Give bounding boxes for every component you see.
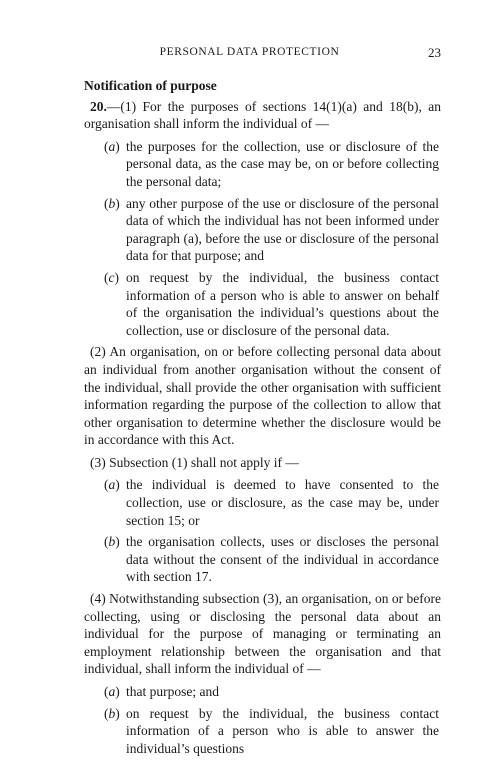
- document-body: [84, 77, 441, 761]
- subsection-1-intro: [84, 98, 441, 133]
- list-item: [84, 269, 441, 339]
- item-text: on request by the individual, the business contact information of a person who is able to answer the individual’s questions: [126, 705, 439, 756]
- item-letter: (b): [104, 195, 120, 211]
- list-item: [84, 705, 441, 758]
- item-letter: (b): [104, 705, 120, 721]
- list-item: [84, 138, 441, 191]
- list-item: [84, 533, 441, 586]
- item-text: any other purpose of the use or disclosure of the personal data of which the individual has not been informed under paragraph (a), before the use or disclosure of the personal data for that purpose; and: [126, 195, 439, 264]
- page-number: 23: [428, 45, 441, 60]
- item-text: the purposes for the collection, use or disclosure of the personal data, as the case may be, on or before collecting the personal data;: [126, 138, 439, 189]
- subsection-2: (2) An organisation, on or before collecting personal data about an individual from another organisation without the consent of the individual, shall provide the other organisation with sufficient information regarding the purpose of the collection to allow that other organisation to determine whether the disclosure would be in accordance with this Act.: [84, 344, 441, 448]
- item-letter: (b): [104, 534, 120, 550]
- list-item: [84, 476, 441, 529]
- subsection-3-intro: (3) Subsection (1) shall not apply if —: [90, 454, 299, 470]
- item-text: that purpose; and: [126, 684, 219, 699]
- subsection-1-text: —(1) For the purposes of sections 14(1)(a) and 18(b), an organisation shall inform the individual of —: [84, 98, 441, 132]
- running-header-title: PERSONAL DATA PROTECTION: [159, 46, 340, 58]
- item-letter: (a): [104, 477, 120, 493]
- item-text: the organisation collects, uses or discloses the personal data without the consent of the individual in accordance with section 17.: [126, 534, 439, 585]
- item-letter: (c): [104, 269, 119, 285]
- section-heading: Notification of purpose: [84, 78, 217, 93]
- list-item: [84, 195, 441, 265]
- section-number: 20.: [90, 98, 107, 114]
- item-letter: (a): [104, 138, 120, 154]
- item-letter: (a): [104, 684, 120, 699]
- subsection-4-intro: (4) Notwithstanding subsection (3), an organisation, on or before collecting, using or disclosing the personal data about an individual for the purpose of managing or terminating an employment relationship between the organisation and that individual, shall inform the individual of —: [84, 591, 441, 677]
- item-text: the individual is deemed to have consented to the collection, use or disclosure, as the case may be, under section 15; or: [126, 477, 439, 528]
- item-text: on request by the individual, the business contact information of a person who is able to answer on behalf of the organisation the individual’s questions about the collection, use or disclosure of the personal data.: [126, 269, 439, 338]
- list-item: [84, 683, 441, 701]
